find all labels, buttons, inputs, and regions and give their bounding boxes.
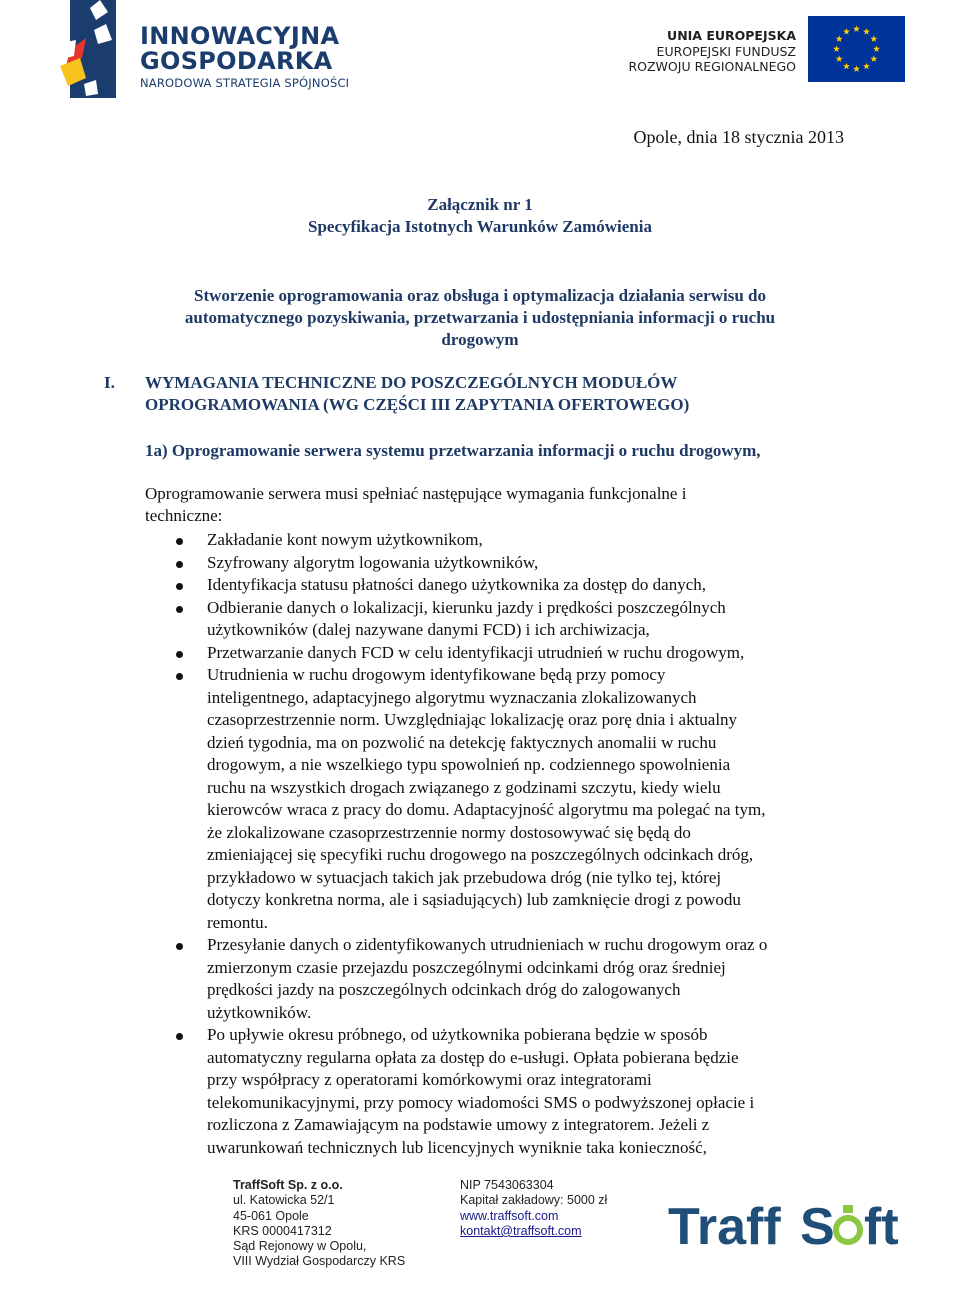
requirement-line: prędkości jazdy na poszczególnych odcinkach dróg do zalogowanych <box>207 980 681 999</box>
subject-heading: Stworzenie oprogramowania oraz obsługa i optymalizacja działania serwisu do automatycznego pozyskiwania, przetwarzania i udostępniania informacji o ruchu drogowym <box>184 286 776 349</box>
ig-emblem-icon <box>56 0 130 100</box>
requirement-line: dotyczy konkretna norma, ale i sąsiadujących) lub zamknięcie drogi z powodu <box>207 890 741 909</box>
requirement-line: inteligentnego, adaptacyjnego algorytmu wyznaczania zlokalizowanych <box>207 687 697 707</box>
requirement-line: rozliczona z Zamawiającym na podstawie umowy z integratorem. Jeżeli z <box>207 1115 710 1134</box>
company-krs: KRS 0000417312 <box>233 1223 332 1238</box>
requirement-line: przy współpracy z operatorami komórkowymi oraz integratorami <box>207 1070 652 1089</box>
company-website-link[interactable]: www.traffsoft.com <box>460 1208 559 1223</box>
requirement-line: kierowców wraca z pracy do domu. Adaptacyjność algorytmu ma polegać na tym, <box>207 800 766 819</box>
document-date: Opole, dnia 18 stycznia 2013 <box>633 127 844 147</box>
eu-logo-text: UNIA EUROPEJSKA EUROPEJSKI FUNDUSZ ROZWOJU REGIONALNEGO <box>628 28 796 74</box>
requirement-line: czasoprzestrzennie norm. Uwzględniając lokalizację oraz porę dnia i aktualny <box>207 710 738 729</box>
bullet-icon <box>176 651 183 658</box>
requirement-line: Po upływie okresu próbnego, od użytkownika pobierana będzie w sposób <box>207 1025 708 1044</box>
requirement-line: ruchu na wszystkich drogach związanego z godzinami szczytu, kiedy wielu <box>207 777 721 797</box>
requirement-line: Zakładanie kont nowym użytkownikom, <box>207 530 483 549</box>
requirement-line: dzień tygodnia, ma on pozwolić na detekcję faktycznych anomalii w ruchu <box>207 732 717 752</box>
bullet-icon <box>176 673 183 680</box>
bullet-icon <box>176 943 183 950</box>
company-capital: Kapitał zakładowy: 5000 zł <box>460 1193 608 1208</box>
requirement-item <box>0 552 855 575</box>
requirement-item <box>0 934 855 1024</box>
requirement-item <box>0 529 855 552</box>
requirements-list <box>0 529 855 1159</box>
requirement-line: telekomunikacyjnymi, przy pomocy wiadomości SMS o podwyższonej opłacie i <box>207 1092 755 1112</box>
bullet-icon <box>176 1033 183 1040</box>
annex-title: Załącznik nr 1 Specyfikacja Istotnych Warunków Zamówienia <box>308 195 652 236</box>
company-email-link[interactable]: kontakt@traffsoft.com <box>460 1223 582 1238</box>
requirement-line: uwarunkowań technicznych lub licencyjnych wyniknie taka konieczność, <box>207 1137 707 1157</box>
traffsoft-logo <box>668 1196 908 1256</box>
subsection-heading: 1a) Oprogramowanie serwera systemu przetwarzania informacji o ruchu drogowym, <box>145 441 761 460</box>
bullet-icon <box>176 583 183 590</box>
company-nip: NIP 7543063304 <box>460 1178 554 1192</box>
traffsoft-o-ring-icon <box>836 1218 860 1242</box>
company-court: Sąd Rejonowy w Opolu, <box>233 1239 367 1254</box>
requirement-line: zmieniającej się specyfiki ruchu drogowego na poszczególnych odcinkach dróg, <box>207 845 754 864</box>
requirement-line: Przetwarzanie danych FCD w celu identyfikacji utrudnień w ruchu drogowym, <box>207 642 745 662</box>
requirement-line: drogowym, a nie wszelkiego typu spowolnień np. codziennego spowolnienia <box>207 755 731 774</box>
traffsoft-logo-text-3: ft <box>864 1198 899 1256</box>
company-court-division: VIII Wydział Gospodarczy KRS <box>233 1254 406 1269</box>
requirement-line: zmierzonym czasie przejazdu poszczególnymi odcinkami dróg oraz średniej <box>207 957 726 977</box>
requirement-item <box>0 1024 855 1159</box>
requirement-item <box>0 597 855 642</box>
requirement-line: automatyczny regularna opłata za dostęp do e-usługi. Opłata pobierana będzie <box>207 1047 739 1067</box>
requirement-line: remontu. <box>207 912 268 932</box>
requirement-line: Identyfikacja statusu płatności danego użytkownika za dostęp do danych, <box>207 575 706 594</box>
company-city: 45-061 Opole <box>233 1208 309 1223</box>
bullet-icon <box>176 538 183 545</box>
ig-logo-title: INNOWACYJNA GOSPODARKA <box>140 22 340 75</box>
bullet-icon <box>176 561 183 568</box>
traffsoft-logo-text-1: Traff <box>668 1198 781 1256</box>
traffsoft-o-pin-icon <box>843 1205 853 1213</box>
section-number: I. <box>104 373 115 392</box>
bullet-icon <box>176 606 183 613</box>
ig-logo-subtitle: NARODOWA STRATEGIA SPÓJNOŚCI <box>140 76 350 90</box>
requirement-line: Utrudnienia w ruchu drogowym identyfikowane będą przy pomocy <box>207 665 666 684</box>
requirement-line: Odbieranie danych o lokalizacji, kierunku jazdy i prędkości poszczególnych <box>207 597 726 617</box>
footer-contact-info <box>460 1178 607 1239</box>
requirement-line: Przesyłanie danych o zidentyfikowanych utrudnieniach w ruchu drogowym oraz o <box>207 935 768 954</box>
requirement-line: przykładowo w sytuacjach takich jak przebudowa dróg (nie tylko tej, której <box>207 867 722 887</box>
traffsoft-logo-text-2: S <box>800 1198 835 1256</box>
requirement-item <box>0 574 855 597</box>
footer-company-info <box>233 1178 405 1270</box>
intro-paragraph: Oprogramowanie serwera musi spełniać następujące wymagania funkcjonalne i techniczne: <box>145 484 687 525</box>
requirement-line: że zlokalizowane czasoprzestrzennie normy dostosowywać się będą do <box>207 822 691 842</box>
company-name: TraffSoft Sp. z o.o. <box>233 1178 343 1192</box>
eu-flag-icon <box>808 16 905 82</box>
section-title: WYMAGANIA TECHNICZNE DO POSZCZEGÓLNYCH MODUŁÓW OPROGRAMOWANIA (WG CZĘŚCI III ZAPYTANIA OFERTOWEGO) <box>145 373 690 414</box>
requirement-line: użytkowników (dalej nazywane danymi FCD) i ich archiwizacja, <box>207 620 650 639</box>
requirement-line: użytkowników. <box>207 1002 312 1022</box>
company-street: ul. Katowicka 52/1 <box>233 1193 335 1208</box>
requirement-item <box>0 664 855 934</box>
requirement-line: Szyfrowany algorytm logowania użytkowników, <box>207 552 539 572</box>
requirement-item <box>0 642 855 665</box>
innowacyjna-gospodarka-logo <box>56 0 376 100</box>
